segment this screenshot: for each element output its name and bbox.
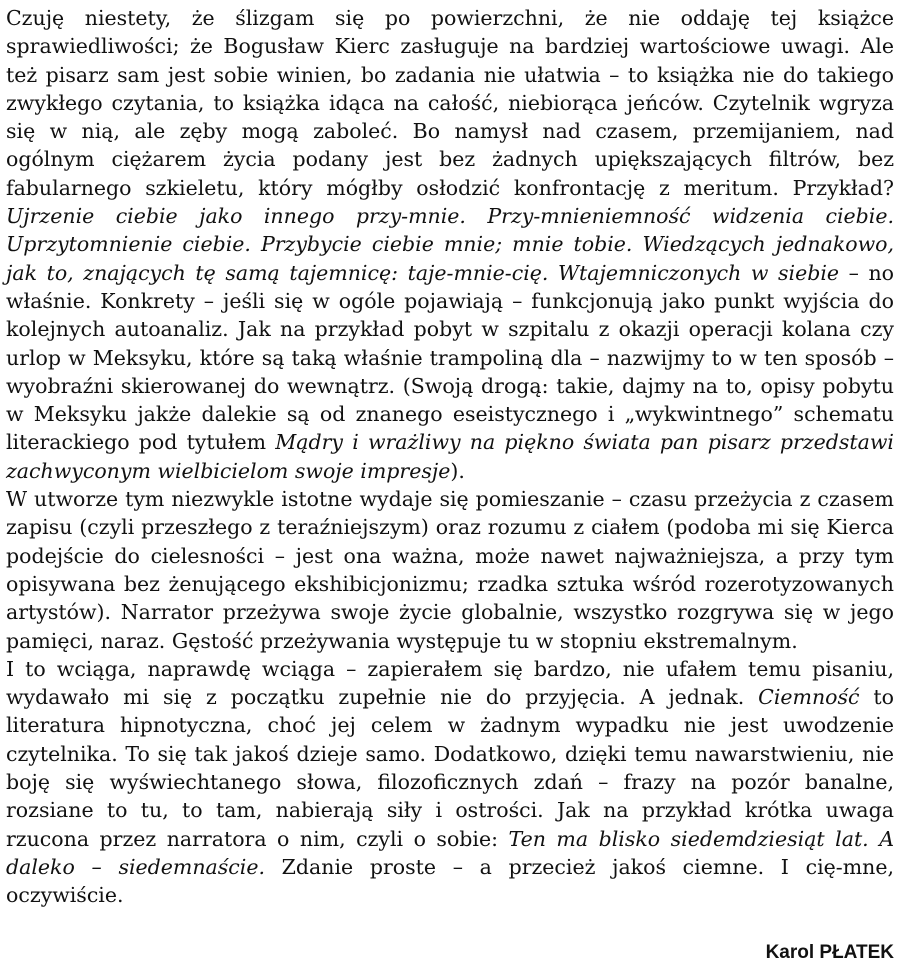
paragraph-1 <box>6 4 894 485</box>
paragraph-2-text-1: W utworze tym niezwykle istotne wydaje się pomieszanie – czasu przeżycia z czasem zapisu (czyli przeszłego z teraźniejszym) oraz rozumu z ciałem (podoba mi się Kierca podejście do cielesności – jest ona ważna, może nawet najważniejsza, a przy tym opisywana bez żenującego ekshibicjonizmu; rzadka sztuka wśród rozerotyzowanych artystów). Narrator przeżywa swoje życie globalnie, wszystko rozgrywa się w jego pamięci, naraz. Gęstość przeżywania występuje tu w stopniu ekstremalnym. <box>6 487 894 653</box>
paragraph-3-title: Ciemność <box>758 685 860 710</box>
paragraph-3 <box>6 655 894 910</box>
paragraph-3-quote: Ten ma blisko siedemdziesiąt lat. A daleko – siedemnaście. <box>6 826 894 879</box>
article-body <box>6 4 894 910</box>
author-signature: Karol PŁATEK <box>765 942 894 963</box>
paragraph-1-text-1: Czuję niestety, że ślizgam się po powierzchni, że nie oddaję tej książce sprawiedliwości; że Bogusław Kierc zasługuje na bardziej wartościowe uwagi. Ale też pisarz sam jest sobie winien, bo zadania nie ułatwia – to książka nie do takiego zwykłego czytania, to książka idąca na całość, niebiorąca jeńców. Czytelnik wgryza się w nią, ale zęby mogą zaboleć. Bo namysł nad czasem, przemijaniem, nad ogólnym ciężarem życia podany jest bez żadnych upiększających filtrów, bez fabularnego szkieletu, który mógłby osłodzić konfrontację z meritum. Przykład? <box>6 6 894 200</box>
paragraph-2 <box>6 485 894 655</box>
paragraph-1-quote-1: Ujrzenie ciebie jako innego przy-mnie. Przy-mnieniemność widzenia ciebie. Uprzytomnienie ciebie. Przybycie ciebie mnie; mnie tobie. Wiedzących jednakowo, jak to, znających tę samą tajemnicę: taje-mnie-cię. Wtajemniczonych w siebie <box>6 204 894 285</box>
paragraph-3-text-1: I to wciąga, naprawdę wciąga – zapierałem się bardzo, nie ufałem temu pisaniu, wydawało mi się z początku zupełnie nie do przyjęcia. A jednak. <box>6 656 894 710</box>
paragraph-1-text-2: – no właśnie. Konkrety – jeśli się w ogóle pojawiają – funkcjonują jako punkt wyjścia do kolejnych autoanaliz. Jak na przykład pobyt w szpitalu z okazji operacji kolana czy urlop w Meksyku, które są taką właśnie trampoliną dla – nazwijmy to w ten sposób – wyobraźni skierowanej do wewnątrz. (Swoją drogą: takie, dajmy na to, opisy pobytu w Meksyku jakże dalekie są od znanego eseistycznego i „wykwintnego” schematu literackiego pod tytułem <box>6 260 894 455</box>
paragraph-3-text-3: Zdanie proste – a przecież jakoś ciemne. I cię-mne, oczywiście. <box>6 854 894 908</box>
paragraph-1-text-3: ). <box>450 458 465 483</box>
paragraph-3-text-2: to literatura hipnotyczna, choć jej celem w żadnym wypadku nie jest uwodzenie czytelnika. To się tak jakoś dzieje samo. Dodatkowo, dzięki temu nawarstwieniu, nie boję się wyświechtanego słowa, filozoficznych zdań – frazy na pozór banalne, rozsiane to tu, to tam, nabierają siły i ostrości. Jak na przykład krótka uwaga rzucona przez narratora o nim, czyli o sobie: <box>6 685 894 851</box>
paragraph-1-quote-2: Mądry i wrażliwy na piękno świata pan pisarz przedstawi zachwyconym wielbicielom swoje impresje <box>6 430 894 483</box>
